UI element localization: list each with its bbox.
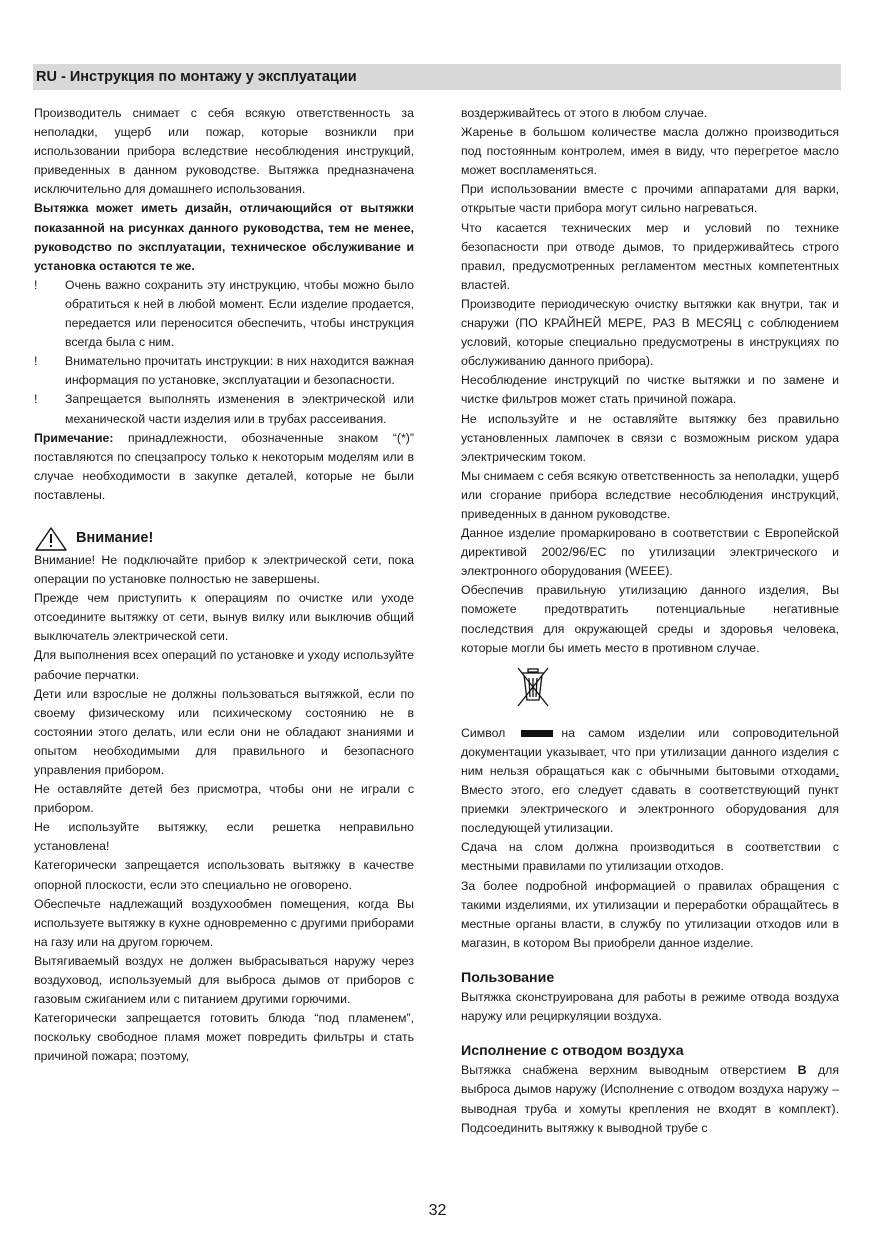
intro-paragraph: Производитель снимает с себя всякую ответственность за неполадки, ущерб или пожар, которые возникли при использовании прибора вследствие несоблюдения инструкций, приведенных в данном руководстве. Вытяжка предназначена исключительно для домашнего использования. xyxy=(34,106,414,197)
exhaust-title: Исполнение с отводом воздуха xyxy=(461,1043,684,1060)
attention-paragraph: Дети или взрослые не должны пользоваться вытяжкой, если по своему физическому или психическому состоянию не в состоянии этого делать, или если они не обладают знаниями и опытом необходимыми для правильного и безопасного управления прибором. xyxy=(34,686,414,777)
attention-paragraph: Прежде чем приступить к операциям по очистке или уходе отсоедините вытяжку от сети, вынув вилку или выключив общий выключатель электрической сети. xyxy=(34,591,414,644)
attention-paragraph: Обеспечьте надлежащий воздухообмен помещения, когда Вы используете вытяжку в кухне одновременно с другими приборами на газу или на другом горючем. xyxy=(34,896,414,949)
attention-heading xyxy=(34,527,414,551)
attention-paragraph: Категорически запрещается использовать вытяжку в качестве опорной плоскости, если это специально не оговорено. xyxy=(34,858,414,892)
design-note: Вытяжка может иметь дизайн, отличающийся от вытяжки показанной на рисунках данного руководства, тем не менее, руководство по эксплуатации, техническое обслуживание и установка остаются те же. xyxy=(34,201,414,273)
safety-paragraph: воздерживайтесь от этого в любом случае. xyxy=(461,106,708,120)
usage-title: Пользование xyxy=(461,969,555,986)
disposal-paragraph: Сдача на слом должна производиться в соответствии с местными правилами по утилизации отходов. xyxy=(461,840,839,874)
page-header xyxy=(33,64,841,90)
black-bar-symbol-icon xyxy=(521,730,553,737)
attention-paragraph: Категорически запрещается готовить блюда “под пламенем”, поскольку свободное пламя может повредить фильтры и стать причиной пожара; поэтому, xyxy=(34,1011,414,1064)
bullet-item xyxy=(34,352,414,390)
bullet-text: Запрещается выполнять изменения в электрической или механической части изделия или в трубах рассеивания. xyxy=(65,392,414,426)
safety-paragraph: Не используйте и не оставляйте вытяжку без правильно установленных лампочек в связи с возможным риском удара электрическим током. xyxy=(461,411,839,464)
symbol-word: Символ xyxy=(461,725,506,740)
right-column xyxy=(461,104,839,1138)
safety-paragraph: Производите периодическую очистку вытяжки как внутри, так и снаружи (ПО КРАЙНЕЙ МЕРЕ, РАЗ В МЕСЯЦ с соблюдением условий, которые специально предусмотрены в инструкциях по обслуживанию данного прибора). xyxy=(461,296,839,369)
bullet-mark: ! xyxy=(34,277,38,292)
attention-paragraph: Не используйте вытяжку, если решетка неправильно установлена! xyxy=(34,820,414,854)
attention-title: Внимание! xyxy=(76,530,154,547)
symbol-punct: . xyxy=(835,764,839,778)
note-label: Примечание: xyxy=(34,430,114,445)
safety-paragraph: Несоблюдение инструкций по чистке вытяжки и по замене и чистке фильтров может стать причиной пожара. xyxy=(461,373,839,407)
safety-paragraph: При использовании вместе с прочими аппаратами для варки, открытые части прибора могут сильно нагреваться. xyxy=(461,182,839,216)
crossed-out-bin-icon xyxy=(513,666,553,710)
warning-triangle-icon xyxy=(34,526,68,552)
weee-paragraph: Обеспечив правильную утилизацию данного изделия, Вы поможете предотвратить потенциальные негативные последствия для окружающей среды и здоровья человека, которые могли бы иметь место в противном случае. xyxy=(461,583,839,655)
left-column xyxy=(34,104,414,1067)
bullet-text: Очень важно сохранить эту инструкцию, чтобы можно было обратиться к ней в любой момент. Если изделие продается, передается или переносится обеспечить, чтобы инструкция всегда была с ним. xyxy=(65,277,414,350)
exhaust-letter: B xyxy=(797,1063,807,1078)
attention-paragraph: Внимание! Не подключайте прибор к электрической сети, пока операции по установке полностью не завершены. xyxy=(34,552,414,587)
note-text: принадлежности, обозначенные знаком “(*)” поставляются по спецзапросу только к некоторым моделям или в случае необходимости в закупке деталей, которые не были поставлены. xyxy=(34,430,414,502)
usage-paragraph: Вытяжка сконструирована для работы в режиме отвода воздуха наружу или рециркуляции воздуха. xyxy=(461,990,839,1024)
bullet-mark: ! xyxy=(34,392,38,407)
symbol-paragraph xyxy=(461,724,839,839)
safety-paragraph: Мы снимаем с себя всякую ответственность за неполадки, ущерб или сгорание прибора вследствие несоблюдения инструкций, приведенных в данном руководстве. xyxy=(461,468,839,521)
symbol-text: на самом изделии или сопроводительной документации указывает, что при утилизации данного изделия с ним нельзя обращаться как с обычными бытовыми отходами xyxy=(461,725,839,778)
page-number: 32 xyxy=(428,1202,447,1219)
bullet-item xyxy=(34,390,414,428)
exhaust-text-continued: для выброса дымов наружу (Исполнение с отводом воздуха наружу – выводная труба и хомуты крепления не входят в комплект). Подсоединить вытяжку к выводной трубе с xyxy=(461,1063,839,1135)
attention-paragraph: Не оставляйте детей без присмотра, чтобы они не играли с прибором. xyxy=(34,782,414,816)
bullet-mark: ! xyxy=(34,354,38,369)
bullet-text: Внимательно прочитать инструкции: в них находится важная информация по установке, эксплуатации и безопасности. xyxy=(65,354,414,388)
safety-paragraph: Что касается технических мер и условий по технике безопасности при отводе дымов, то придерживайтесь строго правил, предусмотренных регламентом местных компетентных властей. xyxy=(461,220,839,292)
note-paragraph xyxy=(34,429,414,505)
attention-paragraph: Вытягиваемый воздух не должен выбрасываться наружу через воздуховод, используемый для выброса дымов от приборов с газовым сжиганием или с питанием другими горючими. xyxy=(34,953,414,1007)
attention-paragraph: Для выполнения всех операций по установке и уходу используйте рабочие перчатки. xyxy=(34,648,414,682)
bullet-item xyxy=(34,276,414,352)
safety-paragraph: Жаренье в большом количестве масла должно производиться под постоянным контролем, имея в виду, что перегретое масло может воспламеняться. xyxy=(461,125,839,178)
header-title: RU - Инструкция по монтажу у эксплуатации xyxy=(36,69,357,85)
symbol-text-continued: Вместо этого, его следует сдавать в соответствующий пункт приемки электрического и электронного оборудования для последующей утилизации. xyxy=(461,783,839,836)
exhaust-paragraph xyxy=(461,1061,839,1137)
disposal-paragraph: За более подробной информацией о правилах обращения с такими изделиями, их утилизации и переработки обращайтесь в местные органы власти, в службу по утилизации отходов или в магазин, в котором Вы приобрели данное изделие. xyxy=(461,878,839,950)
weee-paragraph: Данное изделие промаркировано в соответствии с Европейской директивой 2002/96/EC по утилизации электрического и электронного оборудования (WEEE). xyxy=(461,526,839,579)
exhaust-text: Вытяжка снабжена верхним выводным отверстием xyxy=(461,1063,798,1078)
